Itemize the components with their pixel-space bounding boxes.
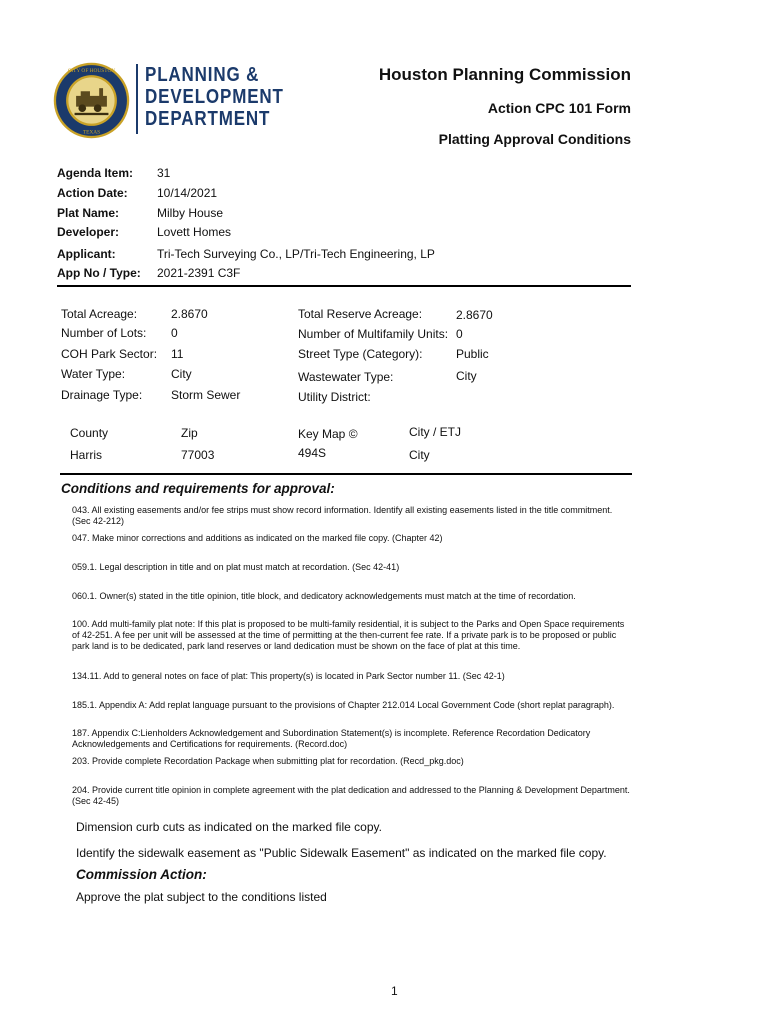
condition-item: 100. Add multi-family plat note: If this plat is proposed to be multi-family residential, it is subject to the Parks and Open Space requirements of 42-251. A fee per unit will be assessed at the time of permitting at the then-current fee rate. If a private park is to be proposed or public park land is to be dedicated, park land reserves or land dedication must be shown on the face of plat at this time. xyxy=(72,619,625,651)
app-no-label: App No / Type: xyxy=(57,266,141,280)
total-acreage-value: 2.8670 xyxy=(171,307,208,321)
condition-item: 059.1. Legal description in title and on plat must match at recordation. (Sec 42-41) xyxy=(72,562,400,572)
logo-line-3: DEPARTMENT xyxy=(145,108,271,130)
zip-header: Zip xyxy=(181,426,198,440)
zip-value: 77003 xyxy=(181,448,215,462)
wastewater-type-label: Wastewater Type: xyxy=(298,370,394,384)
park-sector-value: 11 xyxy=(171,347,184,361)
condition-item: 060.1. Owner(s) stated in the title opinion, title block, and dedicatory acknowledgements must match at the time of recordation. xyxy=(72,591,576,601)
street-type-value: Public xyxy=(456,347,489,361)
total-reserve-value: 2.8670 xyxy=(456,308,493,322)
park-sector-label: COH Park Sector: xyxy=(61,347,158,361)
city-etj-header: City / ETJ xyxy=(409,425,462,439)
drainage-type-label: Drainage Type: xyxy=(61,388,143,402)
agenda-item-label: Agenda Item: xyxy=(57,166,134,180)
lots-value: 0 xyxy=(171,326,178,340)
form-name: Action CPC 101 Form xyxy=(487,100,631,116)
conditions-title: Conditions and requirements for approval: xyxy=(61,481,335,496)
commission-action-title: Commission Action: xyxy=(76,867,207,882)
developer-value: Lovett Homes xyxy=(157,225,232,239)
condition-item: 134.11. Add to general notes on face of plat: This property(s) is located in Park Sector number 11. (Sec 42-1) xyxy=(72,671,505,681)
app-no-value: 2021-2391 C3F xyxy=(157,266,241,280)
logo-line-2: DEVELOPMENT xyxy=(145,86,284,108)
condition-item: 204. Provide current title opinion in complete agreement with the plat dedication and addressed to the Planning & Development Department. (Sec 42-45) xyxy=(72,785,630,806)
commission-action-text: Approve the plat subject to the conditions listed xyxy=(76,890,327,904)
drainage-type-value: Storm Sewer xyxy=(171,388,241,402)
page-number: 1 xyxy=(391,984,398,998)
developer-label: Developer: xyxy=(57,225,120,239)
applicant-value: Tri-Tech Surveying Co., LP/Tri-Tech Engineering, LP xyxy=(157,247,435,261)
details-divider xyxy=(60,473,632,475)
lots-label: Number of Lots: xyxy=(61,326,147,340)
agenda-item-value: 31 xyxy=(157,166,171,180)
county-value: Harris xyxy=(70,448,102,462)
logo-divider xyxy=(136,64,138,134)
form-subtitle: Platting Approval Conditions xyxy=(438,131,631,147)
applicant-label: Applicant: xyxy=(57,247,116,261)
utility-district-label: Utility District: xyxy=(298,390,371,404)
water-type-value: City xyxy=(171,367,192,381)
action-date-value: 10/14/2021 xyxy=(157,186,218,200)
condition-item: 187. Appendix C:Lienholders Acknowledgement and Subordination Statement(s) is incomplete. Reference Recordation Dedicatory Acknowledgements and Certifications for requirements. (Record.doc) xyxy=(72,728,591,749)
wastewater-type-value: City xyxy=(456,369,477,383)
plat-name-value: Milby House xyxy=(157,206,224,220)
plat-name-label: Plat Name: xyxy=(57,206,120,220)
multifamily-value: 0 xyxy=(456,327,463,341)
logo-line-1: PLANNING & xyxy=(145,64,260,86)
county-header: County xyxy=(70,426,109,440)
key-map-value: 494S xyxy=(298,446,327,460)
department-logo-text xyxy=(145,64,284,130)
condition-item: 185.1. Appendix A: Add replat language pursuant to the provisions of Chapter 212.014 Local Government Code (short replat paragraph). xyxy=(72,700,615,710)
condition-item: 043. All existing easements and/or fee strips must show record information. Identify all existing easements listed in the title commitment. (Sec 42-212) xyxy=(72,505,613,526)
svg-text:TEXAS: TEXAS xyxy=(82,129,101,136)
street-type-label: Street Type (Category): xyxy=(298,347,423,361)
water-type-label: Water Type: xyxy=(61,367,126,381)
info-divider xyxy=(57,285,631,287)
page-title: Houston Planning Commission xyxy=(378,65,631,84)
svg-text:CITY OF HOUSTON: CITY OF HOUSTON xyxy=(67,68,116,75)
multifamily-label: Number of Multifamily Units: xyxy=(298,327,449,341)
condition-extra-curb: Dimension curb cuts as indicated on the marked file copy. xyxy=(76,820,382,834)
condition-item: 203. Provide complete Recordation Package when submitting plat for recordation. (Recd_pkg.doc) xyxy=(72,756,464,766)
condition-item: 047. Make minor corrections and additions as indicated on the marked file copy. (Chapter 42) xyxy=(72,533,443,543)
city-of-houston-seal-icon xyxy=(53,62,130,139)
condition-extra-sidewalk: Identify the sidewalk easement as "Public Sidewalk Easement" as indicated on the marked file copy. xyxy=(76,846,607,860)
key-map-header: Key Map © xyxy=(298,427,358,441)
action-date-label: Action Date: xyxy=(57,186,128,200)
total-acreage-label: Total Acreage: xyxy=(61,307,138,321)
total-reserve-label: Total Reserve Acreage: xyxy=(298,307,423,321)
city-etj-value: City xyxy=(409,448,430,462)
